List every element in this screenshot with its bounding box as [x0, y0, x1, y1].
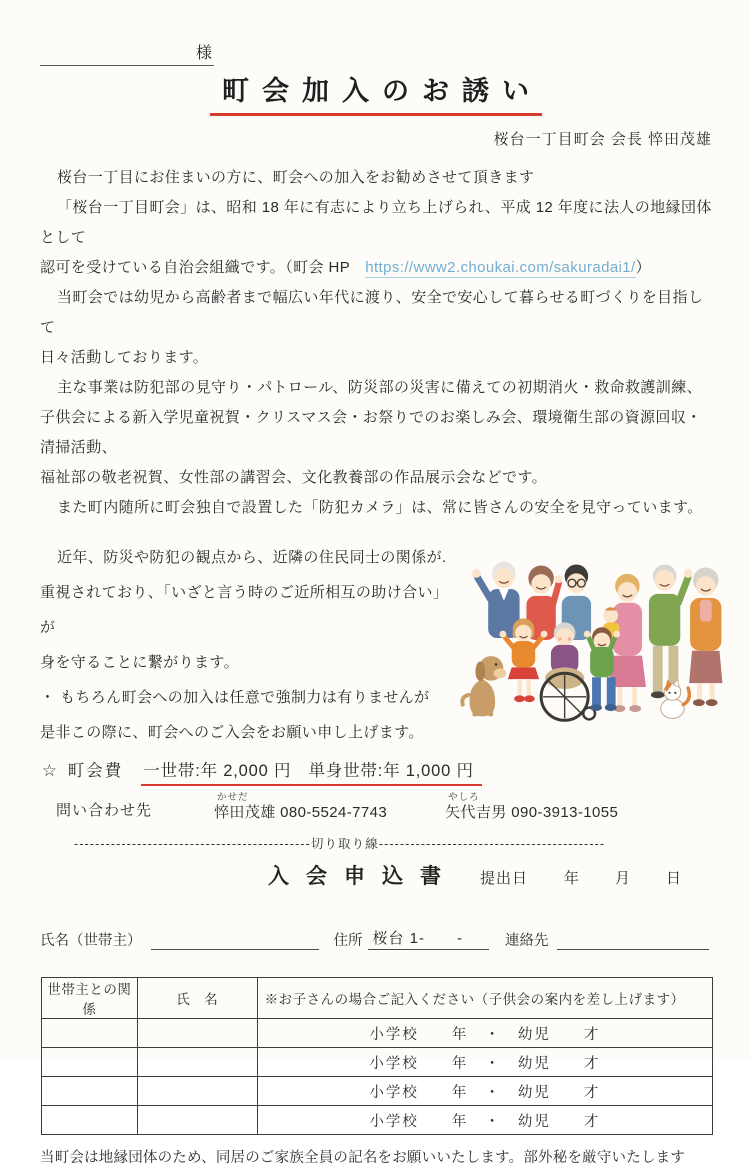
intro-paragraphs [40, 163, 712, 523]
child-info-cell: 小学校 年 ・ 幼児 才 [257, 1106, 712, 1135]
application-form-header [40, 860, 712, 890]
contact-name-phone: 矢代吉男 090-3913-1055 [445, 803, 619, 821]
child-info-cell: 小学校 年 ・ 幼児 才 [257, 1019, 712, 1048]
child-info-cell: 小学校 年 ・ 幼児 才 [257, 1048, 712, 1077]
appeal-text [40, 540, 458, 750]
body-line: 子供会による新入学児童祝賀・クリスマス会・お祭りでのお楽しみ会、環境衛生部の資源回収・清掃活動、 [40, 409, 702, 456]
contact-person-2 [445, 793, 618, 821]
table-row [42, 1077, 713, 1106]
fee-line [40, 757, 712, 786]
contact-line [40, 793, 712, 821]
dog-figure [462, 656, 506, 716]
appeal-section [40, 540, 712, 750]
application-form-title: 入会申込書 [268, 865, 458, 889]
body-line-post: ） [635, 259, 652, 276]
fee-amounts: 一世帯:年 2,000 円 単身世帯:年 1,000 円 [141, 757, 482, 786]
date-day-label: 日 [666, 870, 682, 888]
name-blank-field [151, 931, 319, 950]
sender-line: 桜台一丁目町会 会長 悴田茂雄 [493, 131, 712, 148]
contact-label: 問い合わせ先 [56, 802, 153, 820]
body-line-pre: 認可を受けている自治会組織です。（町会 HP [40, 259, 366, 276]
furigana: やしろ [448, 792, 480, 803]
name-cell [137, 1048, 257, 1077]
body-line: また町内随所に町会独自で設置した「防犯カメラ」は、常に皆さんの安全を見守っています。 [57, 499, 703, 516]
fee-label: 町会費 [67, 762, 124, 780]
appeal-line: 身を守ることに繋がります。 [40, 654, 240, 671]
body-line: 日々活動しております。 [40, 349, 209, 366]
body-line: 主な事業は防犯部の見守り・パトロール、防災部の災害に備えての初期消火・救命救護訓練、 [57, 379, 703, 396]
name-cell [137, 1106, 257, 1135]
association-url-link[interactable]: https://www2.choukai.com/sakuradai1/ [365, 259, 636, 276]
contact-person-1 [214, 793, 387, 821]
contact-field-label: 連絡先 [505, 933, 549, 950]
name-cell [137, 1077, 257, 1106]
name-cell [137, 1019, 257, 1048]
appeal-line: 重視されており、「いざと言う時のご近所相互の助け合い」が [40, 584, 449, 636]
date-year-label: 年 [564, 870, 580, 888]
table-header-row [42, 978, 713, 1019]
submission-date-row [458, 867, 681, 888]
title-block [40, 69, 712, 116]
page-title: 町会加入のお誘い [210, 69, 542, 116]
cat-figure [661, 679, 690, 718]
appeal-line: 是非この際に、町会へのご入会をお願い申し上げます。 [40, 724, 424, 741]
relation-cell [42, 1077, 138, 1106]
body-line: 福祉部の敬老祝賀、女性部の講習会、文化教養部の作品展示会などです。 [40, 469, 548, 486]
body-line: 「桜台一丁目町会」は、昭和 18 年に有志により立ち上げられ、平成 12 年度に法人の地縁団体として [40, 199, 712, 246]
recipient-blank-line [40, 40, 214, 66]
appeal-line: ・ もちろん町会への加入は任意で強制力は有りませんが [40, 689, 430, 706]
grandpa-green-figure [649, 565, 693, 699]
submission-date-label: 提出日 [480, 870, 529, 888]
child-info-cell: 小学校 年 ・ 幼児 才 [257, 1077, 712, 1106]
relation-cell [42, 1106, 138, 1135]
grandma-orange-figure [689, 567, 722, 706]
appeal-line: 近年、防災や防犯の観点から、近隣の住民同士の関係が. [57, 549, 447, 566]
table-row [42, 1106, 713, 1135]
date-month-label: 月 [615, 870, 631, 888]
name-field-label: 氏名（世帯主） [40, 933, 142, 950]
contact-blank-field [557, 931, 709, 950]
table-row [42, 1048, 713, 1077]
address-field-value: 桜台 1- - [368, 927, 490, 950]
table-row [42, 1019, 713, 1048]
relation-cell [42, 1019, 138, 1048]
family-members-table [41, 977, 713, 1135]
contact-name-phone: 悴田茂雄 080-5524-7743 [214, 803, 388, 821]
illustration-box [458, 540, 736, 750]
footer-note: 当町会は地縁団体のため、同居のご家族全員の記名をお願いいたします。部外秘を厳守いたします [40, 1150, 686, 1167]
family-group-illustration [458, 540, 734, 736]
body-line: 桜台一丁目にお住まいの方に、町会への加入をお勧めさせて頂きます [57, 169, 535, 186]
header-relation: 世帯主との関係 [42, 978, 138, 1019]
furigana: かせだ [217, 792, 249, 803]
star-icon: ☆ [42, 762, 57, 780]
relation-cell [42, 1048, 138, 1077]
cut-line: ---------------------------------------------切り取り線------------------------------------------- [74, 837, 606, 852]
body-line: 当町会では幼児から高齢者まで幅広い年代に渡り、安全で安心して暮らせる町づくりを目指して [40, 289, 704, 336]
recipient-line [40, 40, 712, 66]
body-line [40, 253, 712, 283]
recipient-suffix: 様 [195, 45, 212, 62]
form-fill-row [40, 927, 712, 950]
grandpa-suit-figure [472, 562, 520, 638]
header-child-note: ※お子さんの場合ご記入ください（子供会の案内を差し上げます） [257, 978, 712, 1019]
address-field-label: 住所 [333, 933, 363, 950]
header-name: 氏 名 [137, 978, 257, 1019]
